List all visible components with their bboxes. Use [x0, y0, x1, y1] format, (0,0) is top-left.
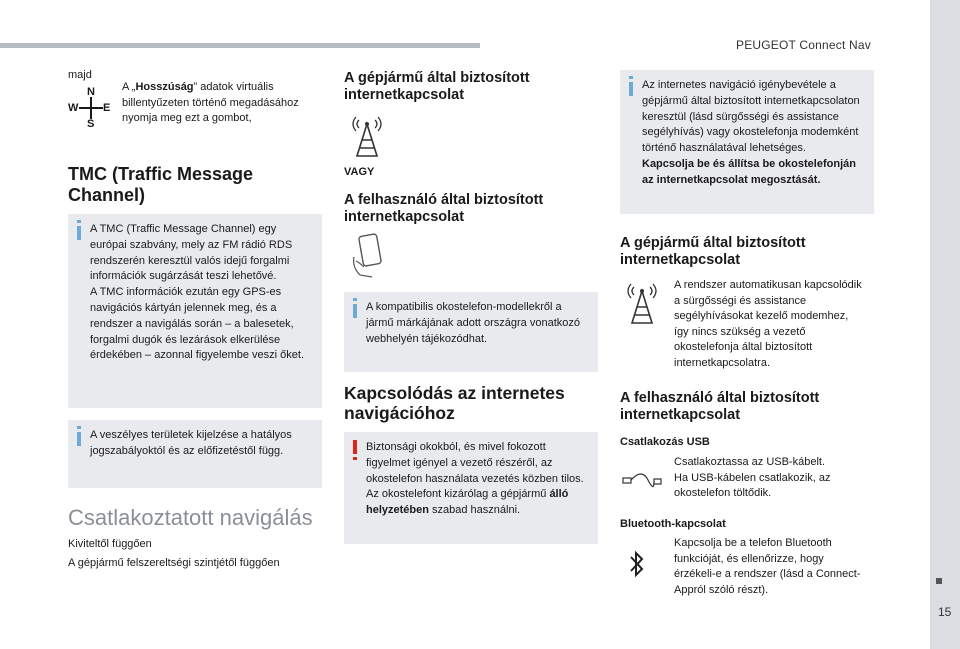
header-brand: PEUGEOT Connect Nav	[736, 38, 871, 52]
warning-box: Biztonsági okokból, és mivel fokozott figyelmet igényel a vezető részéről, az okostelefon használata vezetés közben tilos. Az okostelefont kizárólag a gépjármű álló helyzetében szabad használni.	[344, 432, 598, 544]
version-line-2: A gépjármű felszereltségi szintjétől függően	[68, 557, 280, 569]
vehicle-internet-title: A gépjármű által biztosított internetkapcsolat	[344, 70, 530, 103]
antenna-icon	[352, 116, 382, 163]
side-strip	[930, 0, 960, 649]
tmc-info-box: A TMC (Traffic Message Channel) egy európai szabvány, mely az FM rádió RDS rendszerén keresztül valós idejű forgalmi információk sugárzását teszi lehetővé. A TMC információk ezután egy GPS-es navigációs kártyán jelennek meg, és a rendszer a navigálás során – a balesetek, forgalmi dugók és lezárások elkerülése érdekében – azonnal figyelembe veszi őket.	[68, 214, 322, 408]
info-icon	[77, 432, 81, 446]
compat-info-box: A kompatibilis okostelefon-modellekről a jármű márkájának adott országra vonatkozó webhelyén tájékozódhat.	[344, 292, 598, 372]
tmc-title: TMC (Traffic Message Channel)	[68, 164, 254, 205]
info-icon	[629, 82, 633, 96]
bluetooth-label: Bluetooth-kapcsolat	[620, 518, 726, 530]
internet-info-box: Az internetes navigáció igénybevétele a gépjármű által biztosított internetkapcsolaton keresztül (lásd sürgősségi és assistance segélyhívás) vagy okostelefonja modemként történő használatával lehetséges. Kapcsolja be és állítsa be okostelefonján az internetkapcsolat megosztását.	[620, 70, 874, 214]
header-rule	[0, 43, 480, 48]
page-marker	[936, 578, 942, 584]
info-icon	[77, 226, 81, 240]
antenna-icon	[627, 283, 657, 330]
usb-cable-icon	[622, 470, 662, 497]
majd-text: majd	[68, 69, 92, 81]
bluetooth-text: Kapcsolja be a telefon Bluetooth funkcióját, és ellenőrizze, hogy érzékeli-e a rendszer (lásd a Connect-Appról szóló részt).	[674, 537, 861, 596]
vehicle-connection-text: A rendszer automatikusan kapcsolódik a sürgősségi és assistance segélyhívásokat kezelő modemhez, így nincs szükség a vezető okostelefonja által biztosított internetkapcsolatra.	[674, 279, 862, 369]
bluetooth-icon	[629, 550, 645, 583]
warning-icon	[353, 440, 357, 454]
user-internet-title: A felhasználó által biztosított internetkapcsolat	[344, 192, 544, 225]
connect-title: Kapcsolódás az internetes navigációhoz	[344, 383, 565, 423]
connected-nav-title: Csatlakoztatott navigálás	[68, 505, 313, 530]
version-line-1: Kiviteltől függően	[68, 538, 152, 550]
info-icon	[353, 304, 357, 318]
usb-label: Csatlakozás USB	[620, 436, 710, 448]
usb-text: Csatlakoztassa az USB-kábelt. Ha USB-kábelen csatlakozik, az okostelefon töltődik.	[674, 456, 831, 499]
user-connection-title: A felhasználó által biztosított internetkapcsolat	[620, 390, 820, 423]
compass-icon: N W E S	[68, 86, 111, 130]
or-text: VAGY	[344, 166, 375, 178]
longitude-text: A „Hosszúság” adatok virtuális billentyűzeten történő megadásához nyomja meg ezt a gombot,	[122, 81, 299, 124]
danger-info-box: A veszélyes területek kijelzése a hatályos jogszabályoktól és az előfizetéstől függ.	[68, 420, 322, 488]
smartphone-hand-icon	[350, 233, 386, 284]
page-number: 15	[938, 605, 952, 619]
vehicle-connection-title: A gépjármű által biztosított internetkapcsolat	[620, 235, 806, 268]
